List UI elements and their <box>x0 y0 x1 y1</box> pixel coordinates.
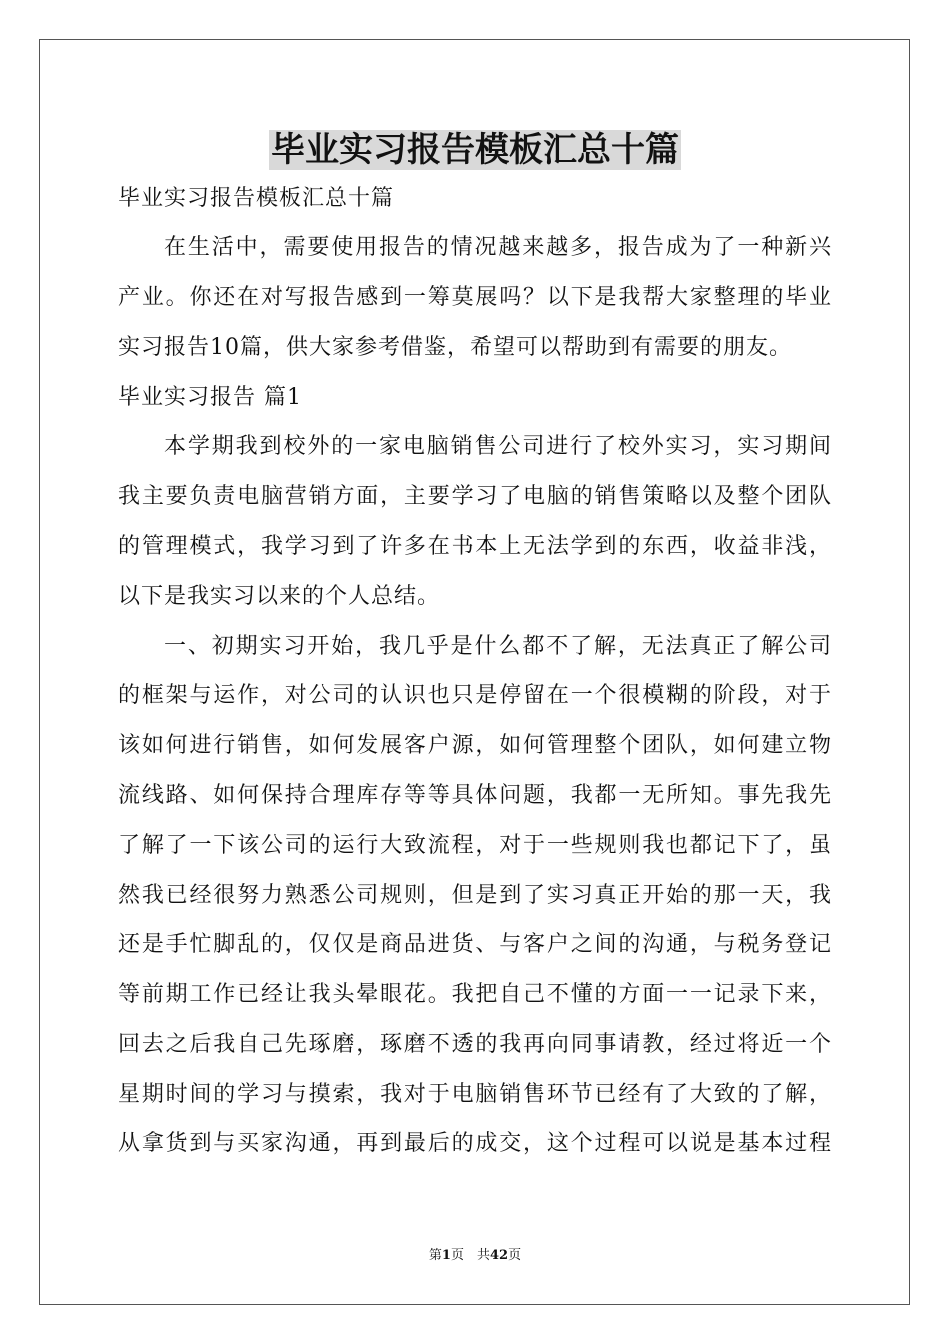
paragraph-line: 了解了一下该公司的运行大致流程，对于一些规则我也都记下了，虽 <box>118 833 832 858</box>
paragraph-line: 流线路、如何保持合理库存等等具体问题，我都一无所知。事先我先 <box>118 783 832 808</box>
paragraph-line: 该如何进行销售，如何发展客户源，如何管理整个团队，如何建立物 <box>118 733 832 758</box>
footer-prefix: 第 <box>428 1248 442 1263</box>
page-border <box>39 39 910 1305</box>
footer-mid: 页 共 <box>450 1248 490 1263</box>
paragraph-line: 产业。你还在对写报告感到一筹莫展吗？以下是我帮大家整理的毕业 <box>118 285 832 310</box>
footer-suffix: 页 <box>508 1248 522 1263</box>
current-page-number: 1 <box>441 1248 451 1263</box>
section-heading: 毕业实习报告 篇1 <box>118 385 302 410</box>
paragraph-line: 回去之后我自己先琢磨，琢磨不透的我再向同事请教，经过将近一个 <box>118 1032 832 1057</box>
paragraph-line: 然我已经很努力熟悉公司规则，但是到了实习真正开始的那一天，我 <box>118 883 832 908</box>
paragraph-line: 等前期工作已经让我头晕眼花。我把自己不懂的方面一一记录下来， <box>118 982 832 1007</box>
total-page-count: 42 <box>489 1248 509 1263</box>
paragraph-line: 的框架与运作，对公司的认识也只是停留在一个很模糊的阶段，对于 <box>118 683 832 708</box>
subtitle-line: 毕业实习报告模板汇总十篇 <box>118 186 395 211</box>
paragraph-line: 本学期我到校外的一家电脑销售公司进行了校外实习，实习期间 <box>164 434 832 459</box>
paragraph-line: 星期时间的学习与摸索，我对于电脑销售环节已经有了大致的了解， <box>118 1082 832 1107</box>
paragraph-line: 我主要负责电脑营销方面，主要学习了电脑的销售策略以及整个团队 <box>118 484 832 509</box>
paragraph-line: 以下是我实习以来的个人总结。 <box>118 584 441 609</box>
document-title <box>0 126 950 174</box>
paragraph-line: 从拿货到与买家沟通，再到最后的成交，这个过程可以说是基本过程 <box>118 1131 832 1156</box>
paragraph-line: 的管理模式，我学习到了许多在书本上无法学到的东西，收益非浅， <box>118 534 832 559</box>
paragraph-line: 一、初期实习开始，我几乎是什么都不了解，无法真正了解公司 <box>164 634 832 659</box>
paragraph-line: 还是手忙脚乱的，仅仅是商品进货、与客户之间的沟通，与税务登记 <box>118 932 832 957</box>
paragraph-line: 在生活中，需要使用报告的情况越来越多，报告成为了一种新兴 <box>164 235 832 260</box>
page-footer <box>0 1247 950 1265</box>
document-title-text: 毕业实习报告模板汇总十篇 <box>271 130 679 170</box>
paragraph-line: 实习报告10篇，供大家参考借鉴，希望可以帮助到有需要的朋友。 <box>118 335 792 360</box>
